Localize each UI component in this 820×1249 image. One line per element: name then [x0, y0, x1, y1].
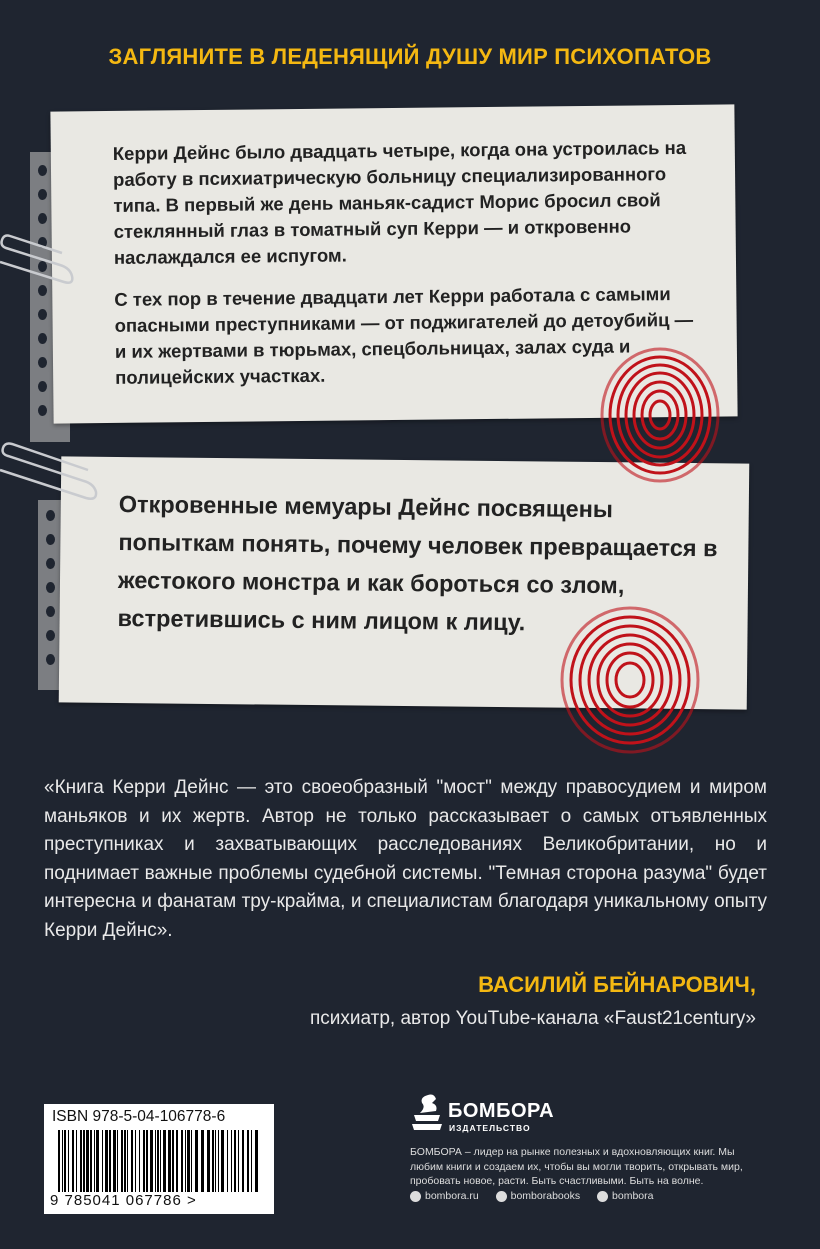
barcode-bar [227, 1130, 228, 1192]
barcode-bar [109, 1130, 111, 1192]
review-quote: «Книга Керри Дейнс — это своеобразный "мост" между правосудием и миром маньяков и их жертв. Автор не только рассказывает о самых отъявленных преступниках и захватывающих расследованиях Великобритании, но и поднимает важные проблемы судебной системы. "Темная сторона разума" будет интересна и фанатам тру-крайма, и специалистам благодаря уникальному опыту Керри Дейнс». [44, 777, 767, 941]
headline: ЗАГЛЯНИТЕ В ЛЕДЕНЯЩИЙ ДУШУ МИР ПСИХОПАТОВ [108, 44, 712, 69]
isbn-number: ISBN 978-5-04-106778-6 [52, 1108, 226, 1125]
vk-icon [496, 1191, 507, 1202]
fingerprint-icon [555, 600, 705, 760]
barcode-bar [231, 1130, 232, 1192]
barcode-bar [96, 1130, 99, 1192]
barcode-bar [187, 1130, 190, 1192]
paperclip-icon [0, 440, 105, 510]
note1-paragraph-2: С тех пор в течение двадцати лет Керри работала с самыми опасными преступниками — от поджигателей до детоубийц — и их жертвами в тюрьмах, спецбольницах, залах суда и полицейских участках. [114, 283, 694, 388]
bombora-logo-icon [410, 1093, 444, 1133]
barcode-bar [124, 1130, 126, 1192]
barcode-bar [86, 1130, 89, 1192]
barcode-bar [121, 1130, 123, 1192]
barcode-bar [135, 1130, 136, 1192]
barcode-bar [146, 1130, 148, 1192]
barcode-bar [221, 1130, 224, 1192]
barcode-bar [62, 1130, 63, 1192]
vk-link[interactable]: bomborabooks [496, 1190, 580, 1202]
barcode-bar [172, 1130, 174, 1192]
barcode-bar [117, 1130, 118, 1192]
barcode-bar [176, 1130, 178, 1192]
barcode-bar [157, 1130, 159, 1192]
barcode-bar [212, 1130, 214, 1192]
barcode-bar [201, 1130, 204, 1192]
barcode-bar [207, 1130, 210, 1192]
barcode-bar [105, 1130, 108, 1192]
barcode-bar [127, 1130, 128, 1192]
barcode-bar [234, 1130, 236, 1192]
barcode-bar [139, 1130, 140, 1192]
barcode-bar [76, 1130, 77, 1192]
barcode-bar [185, 1130, 186, 1192]
review-author: ВАСИЛИЙ БЕЙНАРОВИЧ, [478, 972, 756, 997]
barcode-bar [238, 1130, 239, 1192]
barcode-bar [131, 1130, 133, 1192]
barcode-bar [181, 1130, 183, 1192]
barcode-bar [64, 1130, 66, 1192]
publisher-subtitle: ИЗДАТЕЛЬСТВО [449, 1123, 531, 1133]
barcode-bar [83, 1130, 85, 1192]
barcode-bar [143, 1130, 145, 1192]
paperclip-icon [0, 226, 80, 296]
barcode-bar [191, 1130, 192, 1192]
note1-holes [38, 165, 52, 429]
barcode-bar [80, 1130, 82, 1192]
note2-holes [46, 510, 60, 678]
review-author-role: психиатр, автор YouTube-канала «Faust21century» [309, 1008, 756, 1029]
telegram-link[interactable]: bombora [597, 1190, 653, 1202]
publisher-description: БОМБОРА – лидер на рынке полезных и вдохновляющих книг. Мы любим книги и создаем их, чтобы вы могли творить, открывать мир, пробовать новое, расти. Быть счастливыми. Быть на волне. [410, 1146, 743, 1187]
barcode [44, 1104, 274, 1214]
barcode-bar [90, 1130, 92, 1192]
note1-paragraph-1: Керри Дейнс было двадцать четыре, когда она устроилась на работу в психиатрическую больницу специализированного типа. В первый же день маньяк-садист Морис бросил свой стеклянный глаз в томатный суп Керри — и откровенно наслаждался ее испугом. [112, 136, 687, 268]
barcode-bar [72, 1130, 74, 1192]
barcode-bar [255, 1130, 258, 1192]
note2-text: Откровенные мемуары Дейнс посвящены попыткам понять, почему человек превращается в жестокого монстра и как бороться со злом, встретившись с ним лицом к лицу. [117, 491, 718, 636]
barcode-bar [218, 1130, 219, 1192]
barcode-bar [163, 1130, 166, 1192]
barcode-digits: 9 785041 067786 > [50, 1192, 197, 1209]
barcode-bar [94, 1130, 95, 1192]
barcode-bars [58, 1130, 263, 1192]
barcode-bar [58, 1130, 60, 1192]
barcode-bar [155, 1130, 156, 1192]
barcode-bar [242, 1130, 244, 1192]
publisher-name: БОМБОРА [448, 1100, 555, 1122]
barcode-bar [168, 1130, 171, 1192]
barcode-bar [251, 1130, 252, 1192]
publisher-social [410, 1190, 667, 1205]
globe-icon [410, 1191, 421, 1202]
barcode-bar [195, 1130, 198, 1192]
barcode-bar [113, 1130, 116, 1192]
telegram-icon [597, 1191, 608, 1202]
barcode-bar [102, 1130, 103, 1192]
website-link[interactable]: bombora.ru [410, 1190, 479, 1202]
barcode-bar [160, 1130, 161, 1192]
barcode-bar [68, 1130, 69, 1192]
barcode-bar [247, 1130, 249, 1192]
barcode-bar [150, 1130, 153, 1192]
barcode-bar [215, 1130, 216, 1192]
fingerprint-icon [595, 340, 725, 490]
